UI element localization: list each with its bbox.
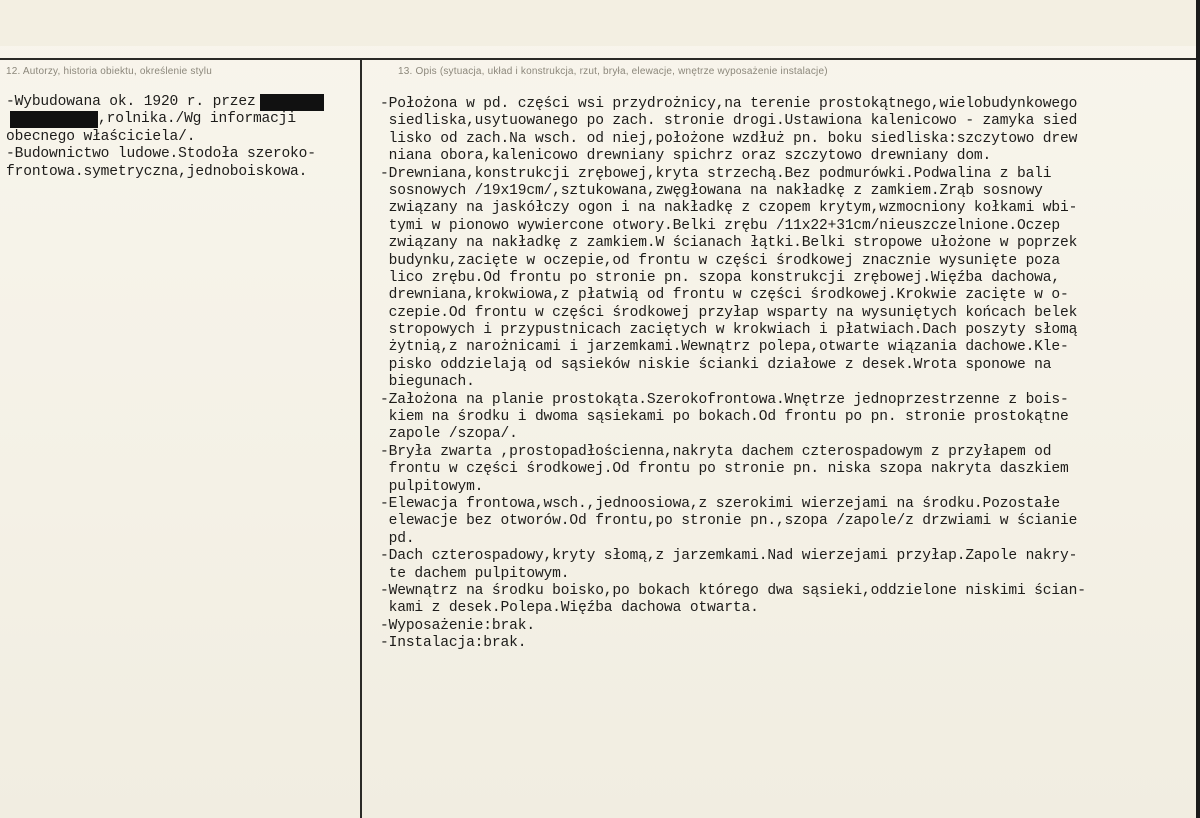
card-top-margin <box>0 0 1200 46</box>
history-line-text: -Wybudowana ok. 1920 r. przez <box>6 94 256 110</box>
description-line: -Dach czterospadowy,kryty słomą,z jarzemkami.Nad wierzejami przyłap.Zapole nakry- <box>380 548 1078 565</box>
history-column <box>6 94 356 181</box>
description-line: -Elewacja frontowa,wsch.,jednoosiowa,z szerokimi wierzejami na środku.Pozostałe <box>380 495 1061 512</box>
header-rule <box>0 58 1200 60</box>
description-line: lico zrębu.Od frontu po stronie pn. szopa konstrukcji zrębowej.Więźba dachowa, <box>380 269 1061 286</box>
description-line: pulpitowym. <box>380 478 484 495</box>
description-line: -Wewnątrz na środku boisko,po bokach którego dwa sąsieki,oddzielone niskimi ścian- <box>380 582 1086 599</box>
description-line: -Bryła zwarta ,prostopadłościenna,nakryta dachem czterospadowym z przyłapem od <box>380 443 1052 460</box>
description-line: tymi w pionowo wywiercone otwory.Belki zrębu /11x22+31cm/nieuszczelnione.Oczep <box>380 217 1061 234</box>
description-line: pd. <box>380 530 415 547</box>
history-line <box>6 111 356 128</box>
column-divider <box>360 58 362 818</box>
history-line: -Budownictwo ludowe.Stodoła szeroko- <box>6 146 316 163</box>
description-line: zapole /szopa/. <box>380 426 518 443</box>
redaction-bar <box>260 94 324 111</box>
history-line-text: ,rolnika./Wg informacji <box>98 111 296 128</box>
description-line: kami z desek.Polepa.Więźba dachowa otwarta. <box>380 600 759 617</box>
description-line: frontu w części środkowej.Od frontu po stronie pn. niska szopa nakryta daszkiem <box>380 461 1069 478</box>
description-line: -Wyposażenie:brak. <box>380 617 535 634</box>
description-line: siedliska,usytuowanego po zach. stronie drogi.Ustawiona kalenicowo - zamyka sied <box>380 113 1078 130</box>
scan-edge <box>1196 0 1200 818</box>
history-line: obecnego właściciela/. <box>6 128 196 145</box>
description-line: elewacje bez otworów.Od frontu,po stronie pn.,szopa /zapole/z drzwiami w ścianie <box>380 513 1078 530</box>
description-line: lisko od zach.Na wsch. od niej,położone wzdłuż pn. boku siedliska:szczytowo drew <box>380 130 1078 147</box>
description-line: -Założona na planie prostokąta.Szerokofrontowa.Wnętrze jednoprzestrzenne z bois- <box>380 391 1069 408</box>
history-line: frontowa.symetryczna,jednoboiskowa. <box>6 163 308 180</box>
description-line: żytnią,z narożnicami i jarzemkami.Wewnątrz polepa,otwarte wiązania dachowe.Kle- <box>380 339 1069 356</box>
redaction-bar <box>10 111 98 128</box>
section-13-header: 13. Opis (sytuacja, układ i konstrukcja, rzut, bryła, elewacje, wnętrze wyposażenie instalacje) <box>398 66 828 77</box>
description-column <box>380 96 1192 653</box>
section-12-header: 12. Autorzy, historia obiektu, określenie stylu <box>6 66 212 77</box>
description-line: związany na jaskółczy ogon i na nakładkę z czopem krytym,wzmocniony kołkami wbi- <box>380 200 1078 217</box>
description-line: kiem na środku i dwoma sąsiekami po bokach.Od frontu po pn. stronie prostokątne <box>380 409 1069 426</box>
description-line: -Położona w pd. części wsi przydrożnicy,na terenie prostokątnego,wielobudynkowego <box>380 96 1078 112</box>
description-line: stropowych i przypustnicach zaciętych w krokwiach i płatwiach.Dach poszyty słomą <box>380 322 1078 339</box>
description-line: związany na nakładkę z zamkiem.W ścianach łątki.Belki stropowe ułożone w poprzek <box>380 235 1078 252</box>
description-line: czepie.Od frontu w części środkowej przyłap wsparty na wysuniętych końcach belek <box>380 304 1078 321</box>
description-line: sosnowych /19x19cm/,sztukowana,zwęgłowana na nakładkę z zamkiem.Zrąb sosnowy <box>380 182 1043 199</box>
history-line <box>6 94 356 111</box>
description-line: budynku,zacięte w oczepie,od frontu w części środkowej znacznie wysunięte poza <box>380 252 1061 269</box>
description-line: te dachem pulpitowym. <box>380 565 570 582</box>
description-line: drewniana,krokwiowa,z płatwią od frontu w części środkowej.Krokwie zacięte w o- <box>380 287 1069 304</box>
description-line: biegunach. <box>380 374 475 391</box>
description-line: niana obora,kalenicowo drewniany spichrz oraz szczytowo drewniany dom. <box>380 148 992 165</box>
description-line: -Drewniana,konstrukcji zrębowej,kryta strzechą.Bez podmurówki.Podwalina z bali <box>380 165 1052 182</box>
description-line: pisko oddzielają od sąsieków niskie ścianki działowe z desek.Wrota sponowe na <box>380 356 1052 373</box>
description-line: -Instalacja:brak. <box>380 635 527 652</box>
